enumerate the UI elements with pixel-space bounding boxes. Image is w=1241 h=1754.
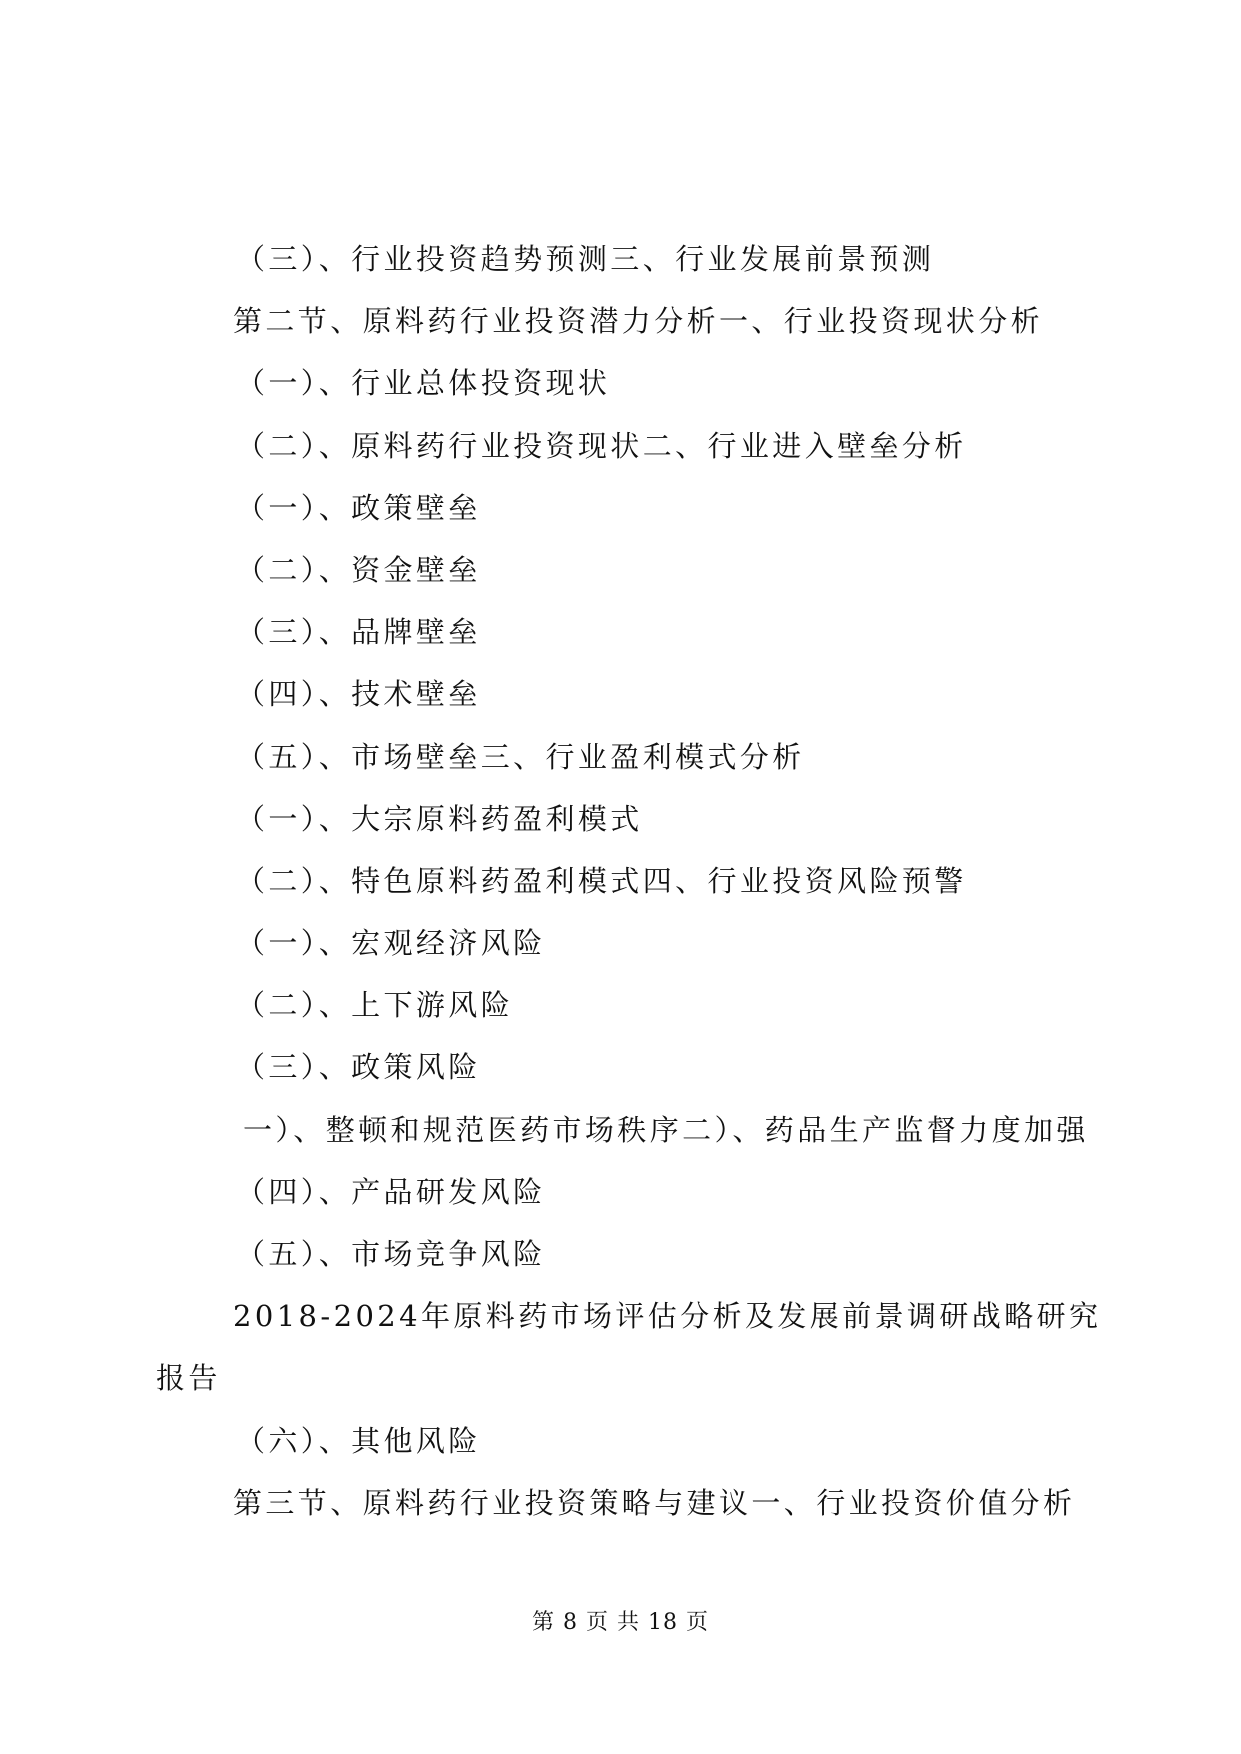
document-body	[156, 228, 1102, 1534]
section-heading: 第三节、原料药行业投资策略与建议一、行业投资价值分析	[233, 1485, 1076, 1520]
page-number-footer: 第 8 页 共 18 页	[532, 1610, 709, 1635]
toc-line: （二）、原料药行业投资现状二、行业进入壁垒分析	[236, 428, 967, 463]
toc-line: （二）、特色原料药盈利模式四、行业投资风险预警	[236, 863, 967, 898]
toc-line: （三）、政策风险	[236, 1050, 481, 1085]
toc-line: 一）、整顿和规范医药市场秩序二）、药品生产监督力度加强	[243, 1112, 1089, 1147]
toc-line: （二）、上下游风险	[236, 988, 514, 1023]
toc-line: （一）、政策壁垒	[236, 490, 481, 525]
toc-line: （三）、行业投资趋势预测三、行业发展前景预测	[236, 242, 935, 276]
toc-line: （四）、产品研发风险	[236, 1174, 546, 1209]
toc-line: （六）、其他风险	[236, 1423, 481, 1458]
toc-line: （一）、大宗原料药盈利模式	[236, 801, 643, 836]
toc-line: （一）、行业总体投资现状	[236, 366, 611, 401]
section-heading: 第二节、原料药行业投资潜力分析一、行业投资现状分析	[233, 304, 1044, 339]
toc-line: （二）、资金壁垒	[236, 552, 481, 587]
toc-line: （五）、市场壁垒三、行业盈利模式分析	[236, 739, 805, 774]
toc-line: （五）、市场竞争风险	[236, 1237, 546, 1271]
report-title-continuation: 报告	[156, 1361, 221, 1396]
toc-line: （三）、品牌壁垒	[236, 615, 481, 650]
toc-line: （一）、宏观经济风险	[236, 926, 546, 961]
toc-line: （四）、技术壁垒	[236, 677, 481, 712]
report-title-line: 2018-2024年原料药市场评估分析及发展前景调研战略研究	[233, 1299, 1102, 1334]
